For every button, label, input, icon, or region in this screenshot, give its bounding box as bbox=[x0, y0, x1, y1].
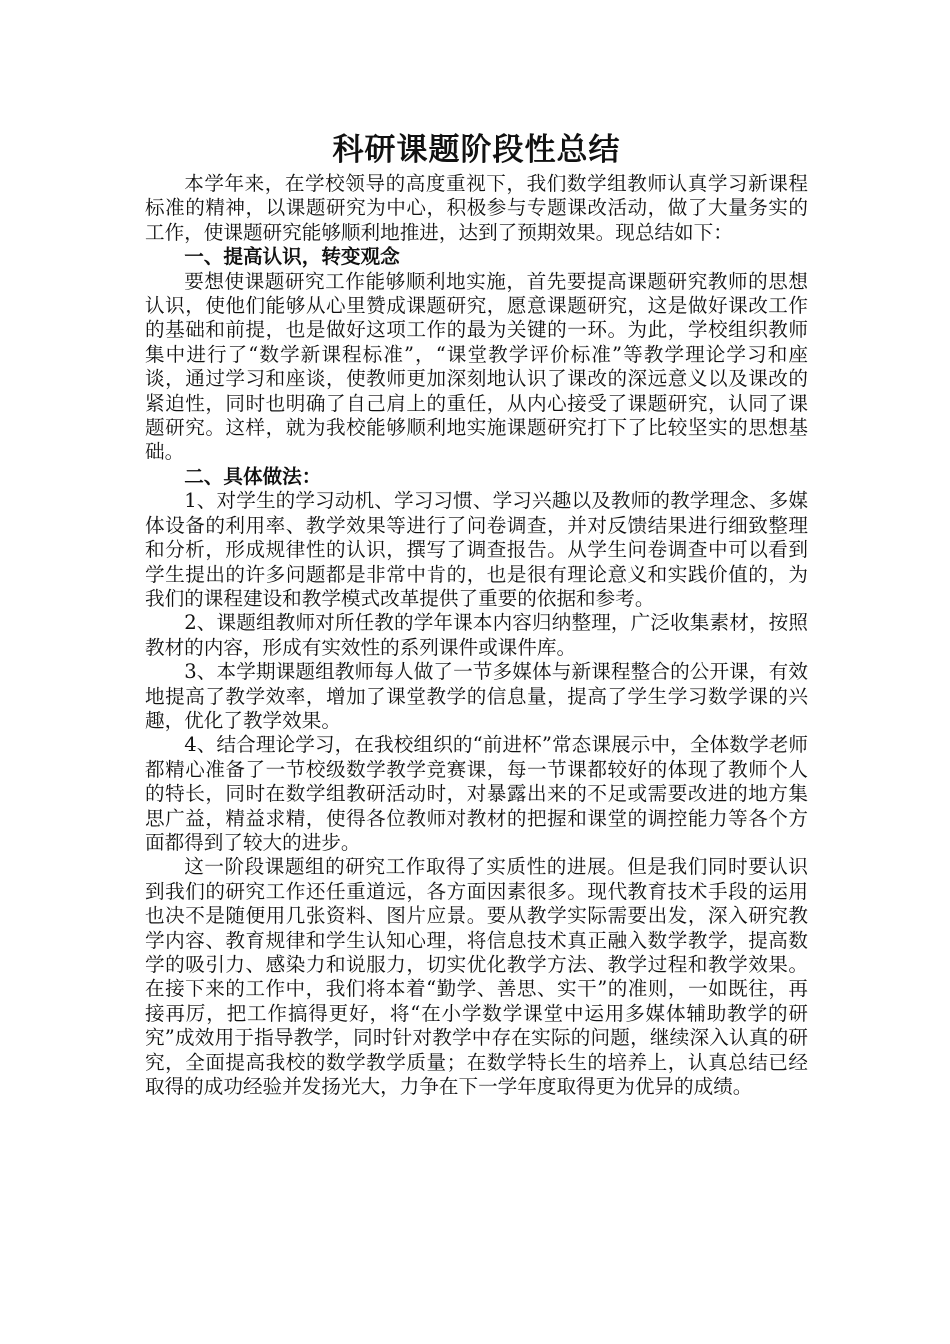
list-item: 4、结合理论学习，在我校组织的“前进杯”常态课展示中，全体数学老师都精心准备了一节校级数学教学竞赛课，每一节课都较好的体现了教师个人的特长，同时在数学组教研活动时，对暴露出来的不足或需要改进的地方集思广益，精益求精，使得各位教师对教材的把握和课堂的调控能力等各个方面都得到了较大的进步。 bbox=[145, 733, 808, 854]
list-item: 1、对学生的学习动机、学习习惯、学习兴趣以及教师的教学理念、多媒体设备的利用率、教学效果等进行了问卷调查，并对反馈结果进行细致整理和分析，形成规律性的认识，撰写了调查报告。从学生问卷调查中可以看到学生提出的许多问题都是非常中肯的，也是很有理论意义和实践价值的，为我们的课程建设和教学模式改革提供了重要的依据和参考。 bbox=[145, 489, 808, 610]
intro-paragraph: 本学年来，在学校领导的高度重视下，我们数学组教师认真学习新课程标准的精神，以课题研究为中心，积极参与专题课改活动，做了大量务实的工作，使课题研究能够顺利地推进，达到了预期效果。现总结如下： bbox=[145, 172, 808, 244]
list-item: 3、本学期课题组教师每人做了一节多媒体与新课程整合的公开课，有效地提高了教学效率，增加了课堂教学的信息量，提高了学生学习数学课的兴趣，优化了教学效果。 bbox=[145, 660, 808, 732]
section-heading-2: 二、具体做法： bbox=[184, 464, 322, 488]
document-body bbox=[145, 172, 808, 1099]
section-1-paragraph: 要想使课题研究工作能够顺利地实施，首先要提高课题研究教师的思想认识，使他们能够从心里赞成课题研究，愿意课题研究，这是做好课改工作的基础和前提，也是做好这项工作的最为关键的一环。为此，学校组织教师集中进行了“数学新课程标准”，“课堂教学评价标准”等教学理论学习和座谈，通过学习和座谈，使教师更加深刻地认识了课改的深远意义以及课改的紧迫性，同时也明确了自己肩上的重任，从内心接受了课题研究，认同了课题研究。这样，就为我校能够顺利地实施课题研究打下了比较坚实的思想基础。 bbox=[145, 269, 808, 464]
section-heading-1: 一、提高认识，转变观念 bbox=[184, 245, 400, 269]
document-page bbox=[145, 128, 808, 1099]
document-title: 科研课题阶段性总结 bbox=[332, 132, 621, 168]
conclusion-paragraph: 这一阶段课题组的研究工作取得了实质性的进展。但是我们同时要认识到我们的研究工作还任重道远，各方面因素很多。现代教育技术手段的运用也决不是随便用几张资料、图片应景。要从教学实际需要出发，深入研究教学内容、教育规律和学生认知心理，将信息技术真正融入数学教学，提高数学的吸引力、感染力和说服力，切实优化教学方法、教学过程和教学效果。在接下来的工作中，我们将本着“勤学、善思、实干”的准则，一如既往，再接再厉，把工作搞得更好，将“在小学数学课堂中运用多媒体辅助教学的研究”成效用于指导教学，同时针对教学中存在实际的问题，继续深入认真的研究，全面提高我校的数学教学质量；在数学特长生的培养上，认真总结已经取得的成功经验并发扬光大，力争在下一学年度取得更为优异的成绩。 bbox=[145, 855, 808, 1099]
list-item: 2、课题组教师对所任教的学年课本内容归纳整理，广泛收集素材，按照教材的内容，形成有实效性的系列课件或课件库。 bbox=[145, 611, 808, 659]
